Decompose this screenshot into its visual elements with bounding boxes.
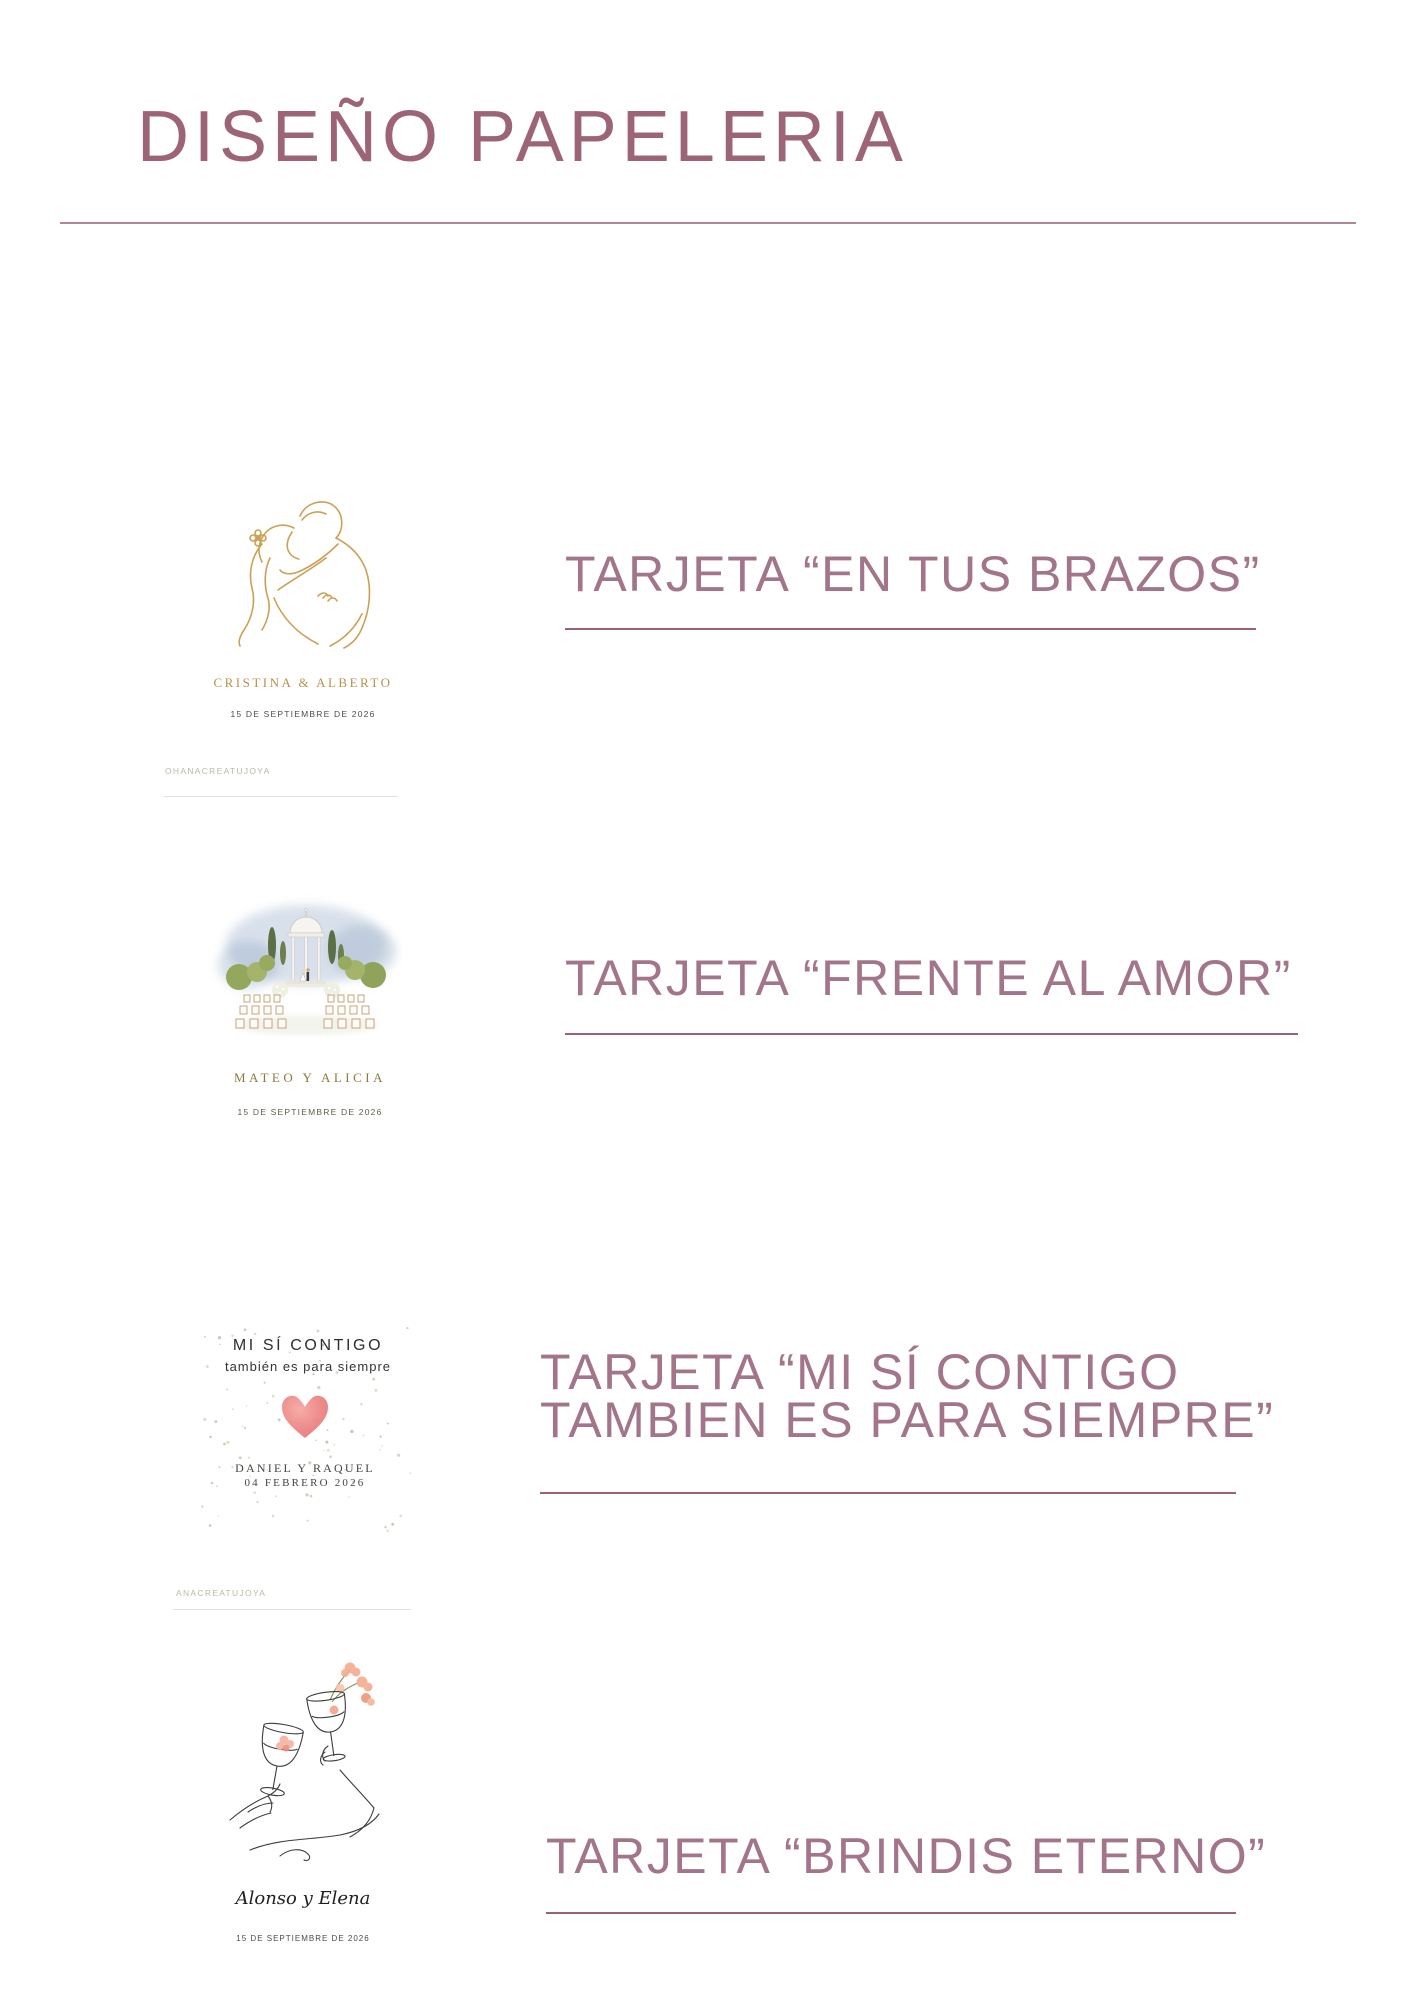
card1-couple-names: CRISTINA & ALBERTO: [213, 675, 393, 690]
gold-couple-line-art-illustration: [222, 494, 382, 652]
card4-label-underline: [546, 1912, 1236, 1914]
card3-subheading: también es para siempre: [224, 1359, 392, 1374]
card4-couple-names: Alonso y Elena: [235, 1888, 371, 1909]
card4-label: TARJETA “BRINDIS ETERNO”: [546, 1828, 1267, 1884]
card3-wedding-date: 04 FEBRERO 2026: [244, 1477, 366, 1489]
card3-heading: MI SÍ CONTIGO: [232, 1337, 384, 1354]
card1-watermark: OHANACREATUJOYA: [165, 766, 271, 776]
card3-bottom-divider: [173, 1609, 411, 1610]
card3-label-line2: TAMBIEN ES PARA SIEMPRE”: [540, 1392, 1275, 1448]
page-title: DISEÑO PAPELERIA: [137, 97, 908, 177]
watercolor-heart-icon: [282, 1396, 328, 1438]
toasting-glasses-line-art-illustration: [222, 1658, 397, 1878]
card3-label-underline: [540, 1492, 1236, 1494]
watercolor-venue-illustration: [210, 893, 402, 1058]
card2-couple-names: MATEO Y ALICIA: [233, 1070, 387, 1085]
card4-wedding-date: 15 DE SEPTIEMBRE DE 2026: [236, 1934, 370, 1943]
card2-wedding-date: 15 DE SEPTIEMBRE DE 2026: [237, 1107, 383, 1117]
card1-wedding-date: 15 DE SEPTIEMBRE DE 2026: [230, 709, 376, 719]
speckles-and-heart-illustration: [195, 1325, 415, 1535]
card1-label-underline: [565, 628, 1256, 630]
title-divider: [60, 222, 1356, 224]
card2-label-underline: [565, 1033, 1298, 1035]
card1-bottom-divider: [164, 796, 398, 797]
card1-label: TARJETA “EN TUS BRAZOS”: [565, 546, 1261, 602]
card3-couple-names: DANIEL Y RAQUEL: [235, 1461, 375, 1475]
card3-label-line1: TARJETA “MI SÍ CONTIGO: [540, 1344, 1180, 1400]
card3-watermark: ANACREATUJOYA: [176, 1588, 267, 1598]
card2-label: TARJETA “FRENTE AL AMOR”: [565, 950, 1292, 1006]
